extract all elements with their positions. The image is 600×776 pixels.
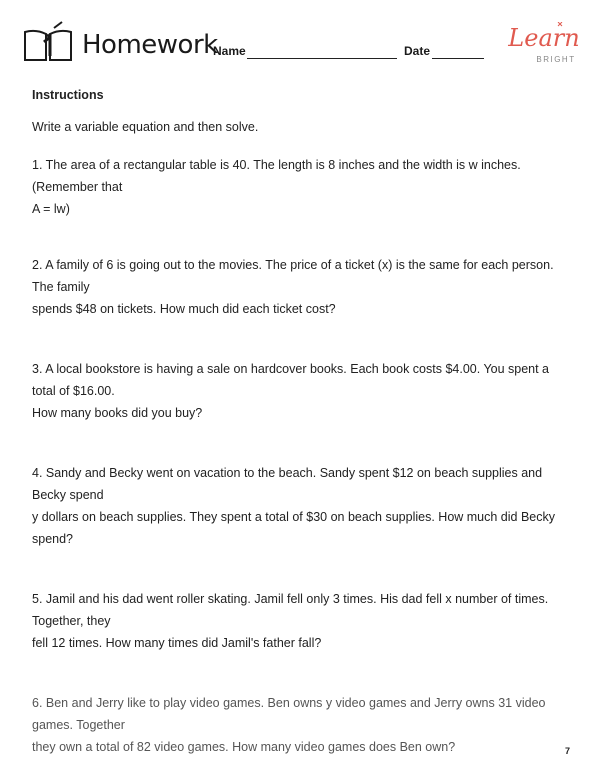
worksheet-header: [0, 0, 600, 80]
learn-bright-logo: [506, 22, 582, 70]
instructions-heading: Instructions: [32, 88, 104, 102]
page-number: 7: [565, 746, 571, 756]
question-line: How many books did you buy?: [32, 406, 203, 420]
date-field[interactable]: [432, 58, 484, 59]
name-field[interactable]: [247, 58, 397, 59]
name-label: Name: [213, 44, 246, 58]
question-line: 1. The area of a rectangular table is 40. The length is 8 inches and the width is w inches. (Remember that: [32, 158, 521, 194]
question-line: 3. A local bookstore is having a sale on hardcover books. Each book costs $4.00. You spent a total of $16.00.: [32, 362, 550, 398]
worksheet-body: [32, 84, 572, 758]
question-5: [32, 588, 572, 654]
question-line: 2. A family of 6 is going out to the movies. The price of a ticket (x) is the same for each person. The family: [32, 258, 554, 294]
logo-sub-text: BRIGHT: [536, 55, 576, 64]
question-line: 4. Sandy and Becky went on vacation to the beach. Sandy spent $12 on beach supplies and Becky spend: [32, 466, 543, 502]
worksheet-title: Homework: [82, 30, 218, 60]
instructions-text: Write a variable equation and then solve.: [32, 120, 259, 134]
question-line: 5. Jamil and his dad went roller skating. Jamil fell only 3 times. His dad fell x number of times. Together, they: [32, 592, 549, 628]
logo-main-text: Learn: [508, 24, 580, 52]
date-label: Date: [404, 44, 431, 58]
question-4: [32, 462, 572, 550]
question-line: 6. Ben and Jerry like to play video games. Ben owns y video games and Jerry owns 31 video games. Together: [32, 696, 546, 732]
question-3: [32, 358, 572, 424]
question-line: fell 12 times. How many times did Jamil's father fall?: [32, 636, 322, 650]
question-line: A = lw): [32, 202, 70, 216]
question-2: [32, 254, 572, 320]
question-line: they own a total of 82 video games. How many video games does Ben own?: [32, 740, 456, 754]
question-6: [32, 692, 572, 758]
question-line: spends $48 on tickets. How much did each ticket cost?: [32, 302, 336, 316]
question-1: [32, 154, 572, 220]
question-line: y dollars on beach supplies. They spent a total of $30 on beach supplies. How much did Becky spend?: [32, 510, 555, 546]
book-icon: [22, 20, 74, 66]
